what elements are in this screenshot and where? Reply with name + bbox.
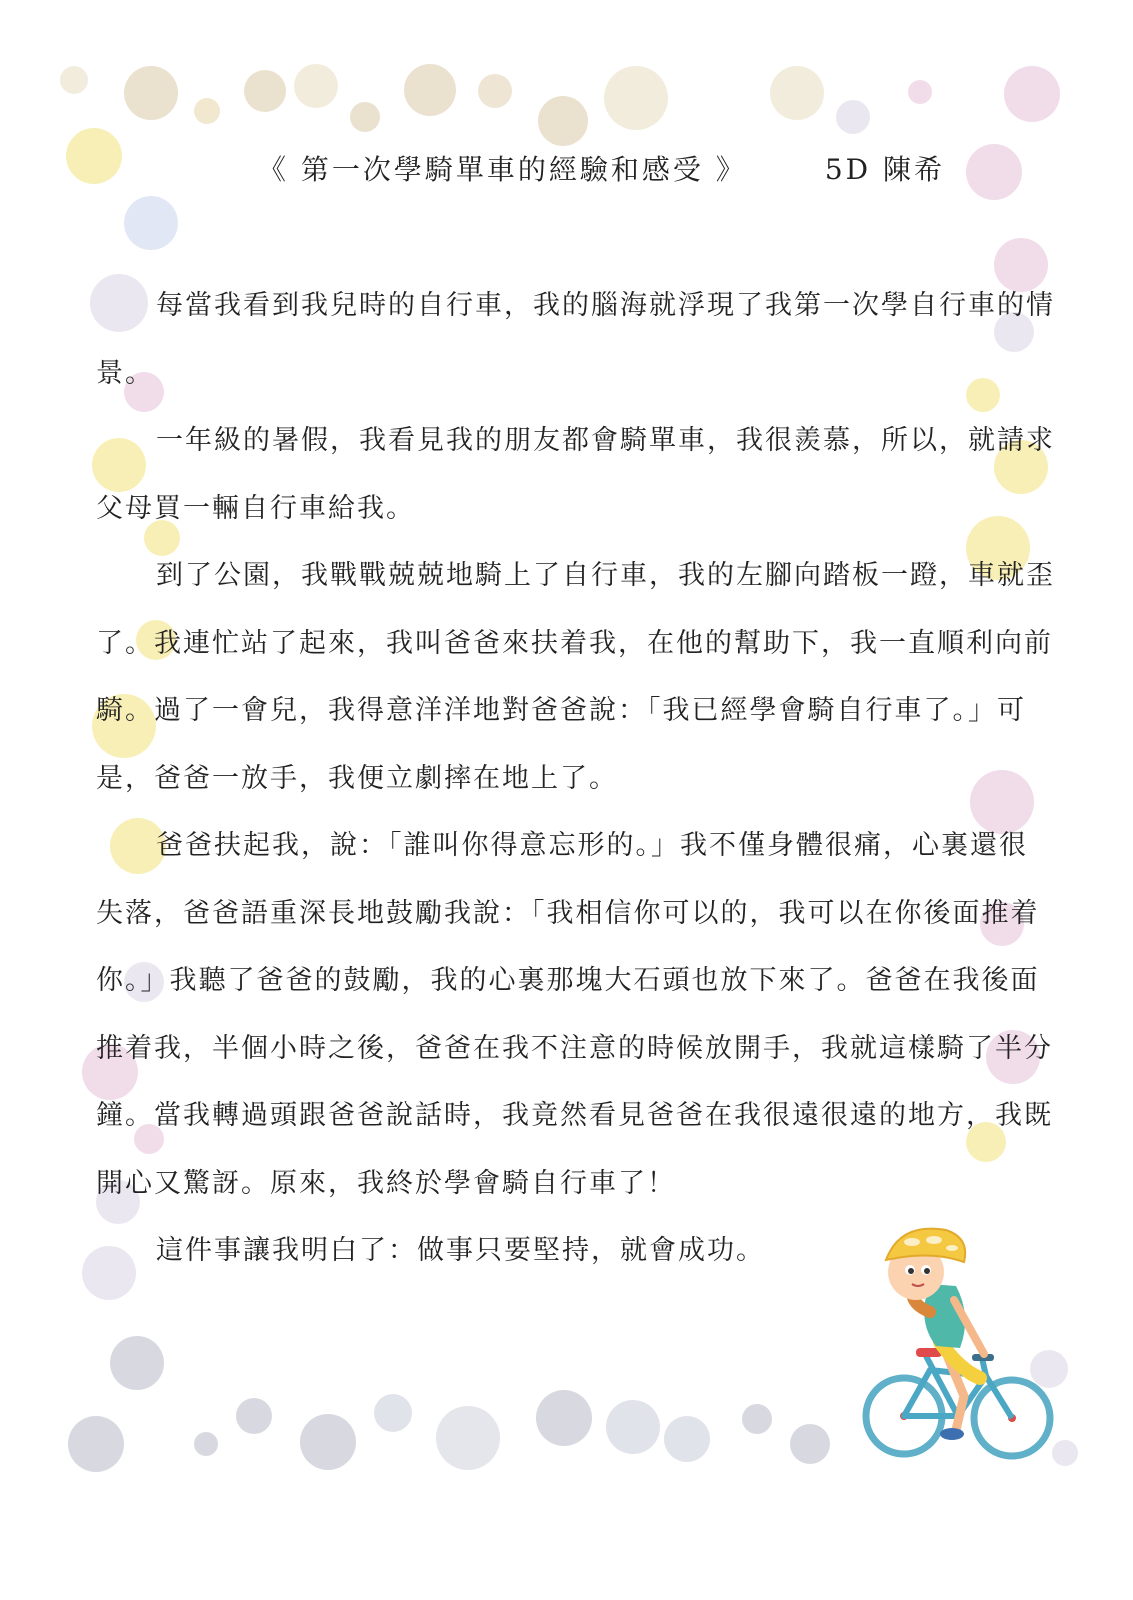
watercolor-dot: [742, 1404, 772, 1434]
watercolor-dot: [908, 80, 932, 104]
watercolor-dot: [966, 144, 1022, 200]
watercolor-dot: [404, 64, 456, 116]
watercolor-dot: [124, 66, 178, 120]
paragraph-4: 爸爸扶起我，說：「誰叫你得意忘形的。」我不僅身體很痛，心裏還很失落，爸爸語重深長地鼓勵我說：「我相信你可以的，我可以在你後面推着你。」我聽了爸爸的鼓勵，我的心裏那塊大石頭也放下來了。爸爸在我後面推着我，半個小時之後，爸爸在我不注意的時候放開手，我就這樣騎了半分鐘。當我轉過頭跟爸爸說話時，我竟然看見爸爸在我很遠很遠的地方，我既開心又驚訝。原來，我終於學會騎自行車了！: [96, 830, 1053, 1199]
watercolor-dot: [436, 1406, 500, 1470]
watercolor-dot: [300, 1414, 356, 1470]
watercolor-dot: [478, 74, 512, 108]
watercolor-dot: [664, 1416, 710, 1462]
watercolor-dot: [606, 1400, 660, 1454]
watercolor-dot: [236, 1398, 272, 1434]
watercolor-dot: [244, 70, 286, 112]
watercolor-dot: [770, 66, 824, 120]
essay-title: 《 第一次學騎單車的經驗和感受 》: [258, 153, 747, 186]
watercolor-dot: [194, 1432, 218, 1456]
watercolor-dot: [66, 128, 122, 184]
paragraph-3: 到了公園，我戰戰兢兢地騎上了自行車，我的左腳向踏板一蹬，車就歪了。我連忙站了起來，我叫爸爸來扶着我，在他的幫助下，我一直順利向前騎。過了一會兒，我得意洋洋地對爸爸說：「我已經學會騎自行車了。」可是，爸爸一放手，我便立劇摔在地上了。: [96, 560, 1055, 794]
essay-body: [96, 272, 1056, 1285]
author-name: 5D 陳希: [824, 153, 945, 186]
watercolor-dot: [60, 66, 88, 94]
watercolor-dot: [194, 98, 220, 124]
watercolor-dot: [1004, 66, 1060, 122]
watercolor-dot: [836, 100, 870, 134]
watercolor-dot: [110, 1336, 164, 1390]
watercolor-dot: [790, 1424, 830, 1464]
watercolor-dot: [538, 96, 588, 146]
watercolor-dot: [68, 1416, 124, 1472]
child-cycling-icon: [860, 1220, 1060, 1480]
paragraph-2: 一年級的暑假，我看見我的朋友都會騎單車，我很羨慕，所以，就請求父母買一輛自行車給我。: [96, 425, 1055, 524]
paragraph-1: 每當我看到我兒時的自行車，我的腦海就浮現了我第一次學自行車的情景。: [96, 290, 1055, 389]
watercolor-dot: [350, 102, 380, 132]
paragraph-5: 這件事讓我明白了：做事只要堅持，就會成功。: [156, 1235, 765, 1266]
watercolor-dot: [536, 1390, 592, 1446]
watercolor-dot: [124, 196, 178, 250]
watercolor-dot: [374, 1394, 412, 1432]
essay-title-line: [258, 148, 945, 188]
watercolor-dot: [294, 64, 338, 108]
watercolor-dot: [604, 66, 668, 130]
